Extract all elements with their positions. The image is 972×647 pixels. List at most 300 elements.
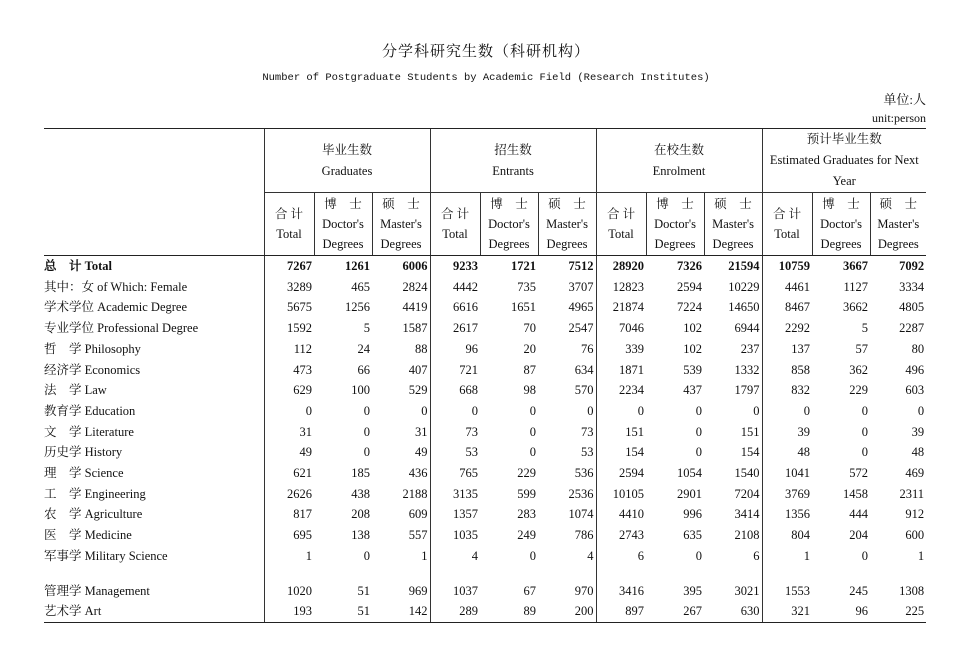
value-cell: 695: [264, 525, 314, 546]
value-cell: 4419: [402, 300, 428, 315]
value-cell: 1357: [430, 504, 480, 525]
subheader-line: Degrees: [820, 237, 862, 251]
value-cell: 7046: [596, 318, 646, 339]
value-cell: 970: [574, 583, 594, 598]
value-cell: 88: [415, 341, 428, 356]
value-cell: 2594: [596, 463, 646, 484]
spacer-cell: [646, 567, 704, 581]
value-cell: 0: [529, 548, 537, 563]
value-cell: 0: [917, 403, 925, 418]
table-row: [44, 463, 926, 484]
value-cell: 3707: [568, 279, 594, 294]
value-cell: 2626: [264, 484, 314, 505]
value-cell: 66: [357, 362, 370, 377]
page-subtitle: Number of Postgraduate Students by Academic Field (Research Institutes): [262, 72, 710, 84]
spacer-cell: [264, 567, 314, 581]
value-cell: 0: [529, 403, 537, 418]
value-cell: 1332: [734, 362, 760, 377]
value-cell: 39: [911, 424, 925, 439]
value-cell: 4805: [899, 300, 925, 315]
value-cell: 283: [517, 507, 537, 522]
value-cell: 73: [430, 422, 480, 443]
value-cell: 0: [587, 403, 594, 418]
value-cell: 438: [351, 486, 370, 501]
table-row: [44, 525, 926, 546]
subheader-doctor: [480, 193, 538, 256]
table-row: [44, 339, 926, 360]
value-cell: 3289: [264, 277, 314, 298]
subheader-line: Doctor's: [322, 217, 364, 231]
page-title: 分学科研究生数（科研机构）: [381, 44, 590, 60]
value-cell: 4410: [596, 504, 646, 525]
value-cell: 7267: [264, 256, 314, 277]
value-cell: 73: [581, 424, 594, 439]
value-cell: 8467: [762, 297, 812, 318]
value-cell: 7092: [899, 259, 925, 273]
row-label: 医 学 Medicine: [44, 528, 132, 543]
value-cell: 5: [363, 321, 370, 336]
value-cell: 0: [762, 401, 812, 422]
group-label-cn: 招生数: [494, 142, 532, 157]
value-cell: 138: [351, 528, 370, 543]
value-cell: 2287: [899, 321, 925, 336]
value-cell: 2311: [899, 486, 925, 501]
value-cell: 0: [596, 401, 646, 422]
value-cell: 0: [695, 403, 703, 418]
value-cell: 1356: [762, 504, 812, 525]
group-label-cn: 在校生数: [654, 142, 705, 157]
value-cell: 0: [264, 401, 314, 422]
value-cell: 9233: [430, 256, 480, 277]
value-cell: 3334: [899, 279, 925, 294]
value-cell: 87: [523, 362, 537, 377]
subheader-total: [430, 193, 480, 256]
subheader-total: [264, 193, 314, 256]
value-cell: 570: [574, 383, 594, 398]
value-cell: 3662: [843, 300, 869, 315]
value-cell: 267: [646, 601, 704, 622]
value-cell: 3414: [734, 507, 760, 522]
value-cell: 0: [363, 403, 370, 418]
group-label-en: Graduates: [321, 163, 373, 178]
value-cell: 49: [415, 445, 428, 460]
value-cell: 603: [905, 383, 925, 398]
value-cell: 96: [430, 339, 480, 360]
table-row: [44, 401, 926, 422]
value-cell: 5675: [264, 297, 314, 318]
value-cell: 3416: [596, 581, 646, 602]
subheader-line: 硕 士: [548, 197, 586, 211]
subheader-line: Total: [442, 227, 468, 241]
value-cell: 2824: [402, 279, 428, 294]
subheader-line: Degrees: [712, 237, 754, 251]
value-cell: 193: [264, 601, 314, 622]
value-cell: 321: [762, 601, 812, 622]
value-cell: 832: [762, 380, 812, 401]
subheader-line: Degrees: [877, 237, 919, 251]
value-cell: 629: [264, 380, 314, 401]
subheader-line: 博 士: [822, 197, 860, 211]
subheader-master: [870, 193, 926, 256]
value-cell: 2108: [734, 528, 760, 543]
value-cell: 804: [762, 525, 812, 546]
value-cell: 407: [408, 362, 428, 377]
table-row: [44, 297, 926, 318]
value-cell: 142: [372, 601, 430, 622]
subheader-line: Master's: [712, 217, 754, 231]
value-cell: 4: [430, 546, 480, 567]
value-cell: 496: [905, 362, 925, 377]
table-row: [44, 546, 926, 567]
subheader-line: Degrees: [546, 237, 588, 251]
subheader-line: 博 士: [490, 197, 528, 211]
value-cell: 229: [849, 383, 869, 398]
value-cell: 4: [587, 548, 594, 563]
spacer-cell: [762, 567, 812, 581]
value-cell: 0: [363, 548, 370, 563]
value-cell: 1458: [843, 486, 869, 501]
subheader-line: Degrees: [488, 237, 530, 251]
value-cell: 0: [363, 424, 370, 439]
value-cell: 249: [517, 528, 537, 543]
value-cell: 3021: [734, 583, 760, 598]
table-row: [44, 360, 926, 381]
subheader-line: 合 计: [274, 207, 304, 221]
row-label: 理 学 Science: [44, 466, 124, 481]
group-label-cn: 毕业生数: [322, 142, 373, 157]
subheader-line: 博 士: [324, 197, 362, 211]
value-cell: 3135: [430, 484, 480, 505]
value-cell: 721: [430, 360, 480, 381]
value-cell: 151: [740, 424, 760, 439]
value-cell: 67: [523, 583, 537, 598]
table-row: [44, 484, 926, 505]
value-cell: 1871: [596, 360, 646, 381]
value-cell: 2594: [677, 279, 703, 294]
value-cell: 0: [861, 445, 869, 460]
value-cell: 339: [596, 339, 646, 360]
unit-label-en: unit:person: [872, 111, 926, 125]
value-cell: 28920: [596, 256, 646, 277]
value-cell: 96: [812, 601, 870, 622]
value-cell: 1540: [734, 466, 760, 481]
value-cell: 49: [264, 442, 314, 463]
row-label: 总 计 Total: [44, 259, 112, 273]
value-cell: 557: [408, 528, 428, 543]
value-cell: 237: [740, 341, 760, 356]
row-label: 管理学 Management: [44, 583, 150, 598]
subheader-total: [596, 193, 646, 256]
value-cell: 7204: [734, 486, 760, 501]
row-label: 专业学位 Professional Degree: [44, 321, 199, 336]
value-cell: 102: [683, 341, 703, 356]
value-cell: 0: [695, 445, 703, 460]
subheader-line: 合 计: [772, 207, 802, 221]
value-cell: 7224: [677, 300, 703, 315]
value-cell: 31: [264, 422, 314, 443]
row-label: 法 学 Law: [44, 383, 107, 398]
value-cell: 600: [905, 528, 925, 543]
value-cell: 204: [849, 528, 869, 543]
value-cell: 21594: [728, 259, 760, 273]
value-cell: 0: [529, 445, 537, 460]
value-cell: 6006: [402, 259, 428, 273]
value-cell: 151: [596, 422, 646, 443]
row-label: 经济学 Economics: [44, 362, 141, 377]
value-cell: 112: [264, 339, 314, 360]
subheader-line: Doctor's: [820, 217, 862, 231]
value-cell: 912: [905, 507, 925, 522]
table-row: [44, 504, 926, 525]
value-cell: 208: [351, 507, 370, 522]
subheader-doctor: [314, 193, 372, 256]
subheader-line: 硕 士: [714, 197, 752, 211]
value-cell: 1797: [734, 383, 760, 398]
value-cell: 4461: [762, 277, 812, 298]
subheader-doctor: [646, 193, 704, 256]
value-cell: 229: [517, 466, 537, 481]
row-label: 艺术学 Art: [44, 601, 264, 622]
group-label-en: Entrants: [492, 163, 534, 178]
value-cell: 437: [683, 383, 703, 398]
value-cell: 1: [264, 546, 314, 567]
group-label-en: Enrolment: [652, 163, 706, 178]
value-cell: 14650: [728, 300, 760, 315]
value-cell: 2547: [568, 321, 594, 336]
value-cell: 4442: [430, 277, 480, 298]
subheader-line: Doctor's: [654, 217, 696, 231]
subheader-line: Doctor's: [488, 217, 530, 231]
value-cell: 1: [762, 546, 812, 567]
field-header: [44, 129, 264, 256]
value-cell: 817: [264, 504, 314, 525]
value-cell: 465: [351, 279, 370, 294]
value-cell: 185: [351, 466, 370, 481]
value-cell: 1553: [762, 581, 812, 602]
value-cell: 154: [596, 442, 646, 463]
table-body: [44, 256, 926, 623]
value-cell: 39: [762, 422, 812, 443]
value-cell: 2292: [762, 318, 812, 339]
subheader-line: 硕 士: [879, 197, 918, 211]
subheader-line: Total: [608, 227, 634, 241]
value-cell: 7326: [677, 259, 703, 273]
value-cell: 858: [762, 360, 812, 381]
group-label-cn: 预计毕业生数: [806, 132, 882, 146]
value-cell: 10759: [762, 256, 812, 277]
value-cell: 0: [363, 445, 370, 460]
group-header-graduates: [264, 129, 430, 193]
value-cell: 668: [430, 380, 480, 401]
row-label: 军事学 Military Science: [44, 548, 168, 563]
value-cell: 10229: [728, 279, 760, 294]
value-cell: 6944: [734, 321, 760, 336]
value-cell: 635: [683, 528, 703, 543]
value-cell: 1: [421, 548, 428, 563]
row-label: 哲 学 Philosophy: [44, 341, 141, 356]
spacer-cell: [704, 567, 762, 581]
value-cell: 1592: [264, 318, 314, 339]
value-cell: 4965: [568, 300, 594, 315]
value-cell: 1020: [264, 581, 314, 602]
value-cell: 1041: [762, 463, 812, 484]
table-row: [44, 601, 926, 622]
value-cell: 225: [870, 601, 926, 622]
row-label: 其中：女 of Which: Female: [44, 279, 188, 294]
subheader-total: [762, 193, 812, 256]
row-label: 教育学 Education: [44, 403, 136, 418]
value-cell: 765: [430, 463, 480, 484]
value-cell: 57: [855, 341, 869, 356]
value-cell: 98: [523, 383, 537, 398]
spacer-cell: [314, 567, 372, 581]
value-cell: 24: [357, 341, 370, 356]
value-cell: 539: [683, 362, 703, 377]
value-cell: 0: [430, 401, 480, 422]
value-cell: 6: [596, 546, 646, 567]
value-cell: 897: [596, 601, 646, 622]
value-cell: 12823: [596, 277, 646, 298]
value-cell: 31: [415, 424, 428, 439]
value-cell: 51: [314, 601, 372, 622]
subheader-line: Master's: [546, 217, 588, 231]
value-cell: 362: [849, 362, 869, 377]
table-row: [44, 256, 926, 277]
value-cell: 48: [762, 442, 812, 463]
value-cell: 0: [695, 548, 703, 563]
value-cell: 529: [408, 383, 428, 398]
value-cell: 1261: [345, 259, 370, 273]
table-row: [44, 442, 926, 463]
value-cell: 76: [581, 341, 594, 356]
table-row: [44, 318, 926, 339]
value-cell: 0: [861, 424, 869, 439]
spacer-cell: [596, 567, 646, 581]
group-header-enrolment: [596, 129, 762, 193]
subheader-line: Total: [774, 227, 800, 241]
value-cell: 996: [683, 507, 703, 522]
subheader-line: 硕 士: [382, 197, 420, 211]
value-cell: 2901: [677, 486, 703, 501]
value-cell: 634: [574, 362, 594, 377]
value-cell: 1256: [345, 300, 370, 315]
value-cell: 1587: [402, 321, 428, 336]
value-cell: 20: [523, 341, 537, 356]
value-cell: 2234: [596, 380, 646, 401]
value-cell: 6616: [430, 297, 480, 318]
value-cell: 53: [581, 445, 594, 460]
statistics-table: [44, 128, 926, 623]
value-cell: 786: [574, 528, 594, 543]
subheader-line: Degrees: [654, 237, 696, 251]
subheader-master: [704, 193, 762, 256]
group-header-estimated: [762, 129, 926, 193]
subheader-line: 博 士: [656, 197, 694, 211]
value-cell: 572: [849, 466, 869, 481]
value-cell: 395: [683, 583, 703, 598]
value-cell: 1035: [430, 525, 480, 546]
spacer-cell: [870, 567, 926, 581]
value-cell: 969: [408, 583, 428, 598]
value-cell: 1037: [430, 581, 480, 602]
value-cell: 245: [849, 583, 869, 598]
value-cell: 80: [911, 341, 925, 356]
spacer-cell: [430, 567, 480, 581]
value-cell: 21874: [596, 297, 646, 318]
value-cell: 1127: [843, 279, 869, 294]
value-cell: 2536: [568, 486, 594, 501]
spacer-cell: [372, 567, 430, 581]
table-row: [44, 422, 926, 443]
value-cell: 1308: [899, 583, 925, 598]
value-cell: 48: [911, 445, 925, 460]
value-cell: 51: [357, 583, 370, 598]
spacer-cell: [812, 567, 870, 581]
subheader-master: [538, 193, 596, 256]
value-cell: 1054: [677, 466, 703, 481]
spacer-cell: [538, 567, 596, 581]
group-label-en: Estimated Graduates for Next Year: [769, 153, 919, 188]
value-cell: 436: [408, 466, 428, 481]
value-cell: 2617: [430, 318, 480, 339]
value-cell: 137: [762, 339, 812, 360]
subheader-line: 合 计: [606, 207, 636, 221]
value-cell: 621: [264, 463, 314, 484]
value-cell: 102: [683, 321, 703, 336]
subheader-master: [372, 193, 430, 256]
value-cell: 0: [695, 424, 703, 439]
table-row: [44, 380, 926, 401]
value-cell: 70: [523, 321, 537, 336]
value-cell: 2743: [596, 525, 646, 546]
value-cell: 3769: [762, 484, 812, 505]
value-cell: 469: [905, 466, 925, 481]
row-label: 文 学 Literature: [44, 424, 134, 439]
value-cell: 1: [917, 548, 925, 563]
value-cell: 100: [351, 383, 370, 398]
value-cell: 89: [480, 601, 538, 622]
value-cell: 1721: [511, 259, 537, 273]
subheader-line: Total: [276, 227, 302, 241]
group-header-entrants: [430, 129, 596, 193]
value-cell: 1651: [511, 300, 537, 315]
value-cell: 0: [861, 548, 869, 563]
row-label: 历史学 History: [44, 445, 123, 460]
value-cell: 2188: [402, 486, 428, 501]
value-cell: 0: [421, 403, 428, 418]
value-cell: 5: [861, 321, 869, 336]
spacer-cell: [44, 567, 264, 581]
value-cell: 3667: [843, 259, 869, 273]
value-cell: 6: [753, 548, 760, 563]
table-row: [44, 581, 926, 602]
subheader-line: Master's: [380, 217, 422, 231]
value-cell: 10105: [596, 484, 646, 505]
value-cell: 609: [408, 507, 428, 522]
table-row: [44, 277, 926, 298]
value-cell: 444: [849, 507, 869, 522]
value-cell: 289: [430, 601, 480, 622]
subheader-line: 合 计: [440, 207, 470, 221]
value-cell: 0: [753, 403, 760, 418]
value-cell: 1074: [568, 507, 594, 522]
value-cell: 0: [529, 424, 537, 439]
value-cell: 200: [538, 601, 596, 622]
value-cell: 154: [740, 445, 760, 460]
value-cell: 599: [517, 486, 537, 501]
spacer-row: [44, 567, 926, 581]
value-cell: 53: [430, 442, 480, 463]
